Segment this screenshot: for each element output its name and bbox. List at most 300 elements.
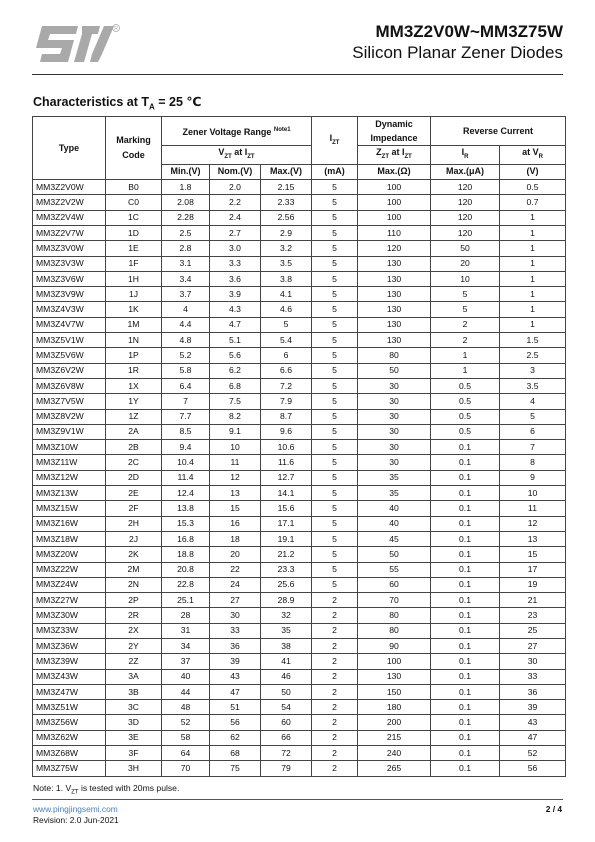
cell-marking-code: 2E — [106, 486, 162, 501]
cell-vz-min: 12.4 — [162, 486, 210, 501]
cell-vz-min: 3.1 — [162, 256, 210, 271]
cell-vz-nom: 56 — [210, 715, 261, 730]
cell-izt: 5 — [312, 241, 358, 256]
cell-type: MM3Z75W — [33, 761, 106, 776]
cell-vz-min: 22.8 — [162, 577, 210, 592]
cell-type: MM3Z51W — [33, 700, 106, 715]
cell-zzt-max: 30 — [358, 409, 431, 424]
cell-zzt-max: 60 — [358, 577, 431, 592]
cell-vz-nom: 11 — [210, 455, 261, 470]
cell-vz-min: 20.8 — [162, 562, 210, 577]
cell-type: MM3Z27W — [33, 593, 106, 608]
cell-vz-min: 70 — [162, 761, 210, 776]
cell-type: MM3Z6V2W — [33, 363, 106, 378]
cell-vz-nom: 2.0 — [210, 180, 261, 195]
cell-marking-code: 3A — [106, 669, 162, 684]
col-header-vzt: $V_{ZT}$ at $I_{ZT}$ — [162, 146, 312, 165]
cell-type: MM3Z68W — [33, 746, 106, 761]
table-body — [33, 180, 566, 777]
cell-vz-nom: 33 — [210, 623, 261, 638]
cell-vz-nom: 51 — [210, 700, 261, 715]
cell-marking-code: 3B — [106, 684, 162, 699]
cell-vz-min: 7 — [162, 394, 210, 409]
cell-izt: 5 — [312, 577, 358, 592]
cell-vr: 13 — [500, 531, 566, 546]
table-row — [33, 302, 566, 317]
cell-vr: 5 — [500, 409, 566, 424]
cell-type: MM3Z30W — [33, 608, 106, 623]
cell-vz-nom: 13 — [210, 486, 261, 501]
footer-divider — [32, 799, 563, 800]
cell-ir-max: 0.1 — [431, 486, 500, 501]
cell-izt: 2 — [312, 761, 358, 776]
cell-vz-max: 6.6 — [261, 363, 312, 378]
cell-vz-min: 34 — [162, 639, 210, 654]
cell-marking-code: 1F — [106, 256, 162, 271]
cell-zzt-max: 30 — [358, 424, 431, 439]
col-header-dynamic-impedance: Dynamic Impedance — [358, 117, 431, 146]
cell-type: MM3Z4V7W — [33, 317, 106, 332]
cell-izt: 2 — [312, 700, 358, 715]
table-row — [33, 669, 566, 684]
cell-vz-max: 23.3 — [261, 562, 312, 577]
cell-izt: 5 — [312, 547, 358, 562]
cell-izt: 5 — [312, 363, 358, 378]
cell-izt: 5 — [312, 455, 358, 470]
table-row — [33, 654, 566, 669]
cell-vz-min: 3.4 — [162, 271, 210, 286]
col-header-ma: (mA) — [312, 164, 358, 179]
cell-zzt-max: 30 — [358, 455, 431, 470]
cell-izt: 5 — [312, 333, 358, 348]
cell-vr: 56 — [500, 761, 566, 776]
cell-vr: 23 — [500, 608, 566, 623]
cell-ir-max: 0.1 — [431, 746, 500, 761]
table-row — [33, 287, 566, 302]
cell-izt: 2 — [312, 654, 358, 669]
cell-vz-nom: 2.2 — [210, 195, 261, 210]
cell-type: MM3Z24W — [33, 577, 106, 592]
cell-type: MM3Z12W — [33, 470, 106, 485]
cell-izt: 5 — [312, 501, 358, 516]
cell-izt: 5 — [312, 531, 358, 546]
cell-vz-min: 7.7 — [162, 409, 210, 424]
cell-izt: 5 — [312, 470, 358, 485]
cell-zzt-max: 130 — [358, 287, 431, 302]
cell-marking-code: 2Y — [106, 639, 162, 654]
cell-izt: 5 — [312, 287, 358, 302]
cell-vz-max: 17.1 — [261, 516, 312, 531]
cell-type: MM3Z62W — [33, 730, 106, 745]
cell-vr: 12 — [500, 516, 566, 531]
cell-vz-min: 2.28 — [162, 210, 210, 225]
cell-type: MM3Z2V0W — [33, 180, 106, 195]
cell-vr: 15 — [500, 547, 566, 562]
cell-zzt-max: 80 — [358, 623, 431, 638]
cell-vz-nom: 4.3 — [210, 302, 261, 317]
cell-vr: 1 — [500, 210, 566, 225]
cell-izt: 5 — [312, 271, 358, 286]
document-header — [352, 22, 563, 63]
cell-zzt-max: 40 — [358, 501, 431, 516]
cell-vz-max: 5 — [261, 317, 312, 332]
cell-marking-code: 2B — [106, 440, 162, 455]
cell-marking-code: 2Z — [106, 654, 162, 669]
cell-ir-max: 0.5 — [431, 409, 500, 424]
cell-marking-code: 3D — [106, 715, 162, 730]
cell-vr: 43 — [500, 715, 566, 730]
cell-zzt-max: 45 — [358, 531, 431, 546]
cell-vr: 3 — [500, 363, 566, 378]
cell-vz-max: 15.6 — [261, 501, 312, 516]
cell-izt: 2 — [312, 593, 358, 608]
cell-marking-code: 2M — [106, 562, 162, 577]
cell-ir-max: 0.1 — [431, 684, 500, 699]
cell-marking-code: 2N — [106, 577, 162, 592]
table-row — [33, 501, 566, 516]
cell-zzt-max: 30 — [358, 394, 431, 409]
cell-vr: 39 — [500, 700, 566, 715]
cell-marking-code: 2C — [106, 455, 162, 470]
cell-marking-code: 1Y — [106, 394, 162, 409]
cell-vr: 4 — [500, 394, 566, 409]
cell-izt: 5 — [312, 562, 358, 577]
cell-vz-min: 13.8 — [162, 501, 210, 516]
footnote: Note: 1. $V_{ZT}$ is tested with 20ms pulse. — [33, 783, 180, 796]
col-header-v: (V) — [500, 164, 566, 179]
cell-ir-max: 10 — [431, 271, 500, 286]
cell-vr: 1.5 — [500, 333, 566, 348]
cell-izt: 5 — [312, 195, 358, 210]
cell-vz-min: 44 — [162, 684, 210, 699]
cell-izt: 5 — [312, 180, 358, 195]
header-divider — [32, 74, 563, 75]
cell-marking-code: 3E — [106, 730, 162, 745]
cell-vz-min: 18.8 — [162, 547, 210, 562]
col-header-zener-range: Zener Voltage Range $^{Note1}$ — [162, 117, 312, 146]
cell-izt: 5 — [312, 302, 358, 317]
cell-marking-code: 1R — [106, 363, 162, 378]
cell-vz-max: 46 — [261, 669, 312, 684]
table-row — [33, 516, 566, 531]
cell-zzt-max: 35 — [358, 470, 431, 485]
cell-zzt-max: 100 — [358, 210, 431, 225]
part-number-title: MM3Z2V0W~MM3Z75W — [375, 22, 563, 41]
cell-zzt-max: 30 — [358, 378, 431, 393]
cell-zzt-max: 35 — [358, 486, 431, 501]
cell-ir-max: 1 — [431, 348, 500, 363]
cell-izt: 5 — [312, 348, 358, 363]
cell-vz-min: 2.5 — [162, 225, 210, 240]
cell-vz-nom: 7.5 — [210, 394, 261, 409]
cell-ir-max: 0.1 — [431, 608, 500, 623]
cell-vz-nom: 3.3 — [210, 256, 261, 271]
cell-vz-max: 14.1 — [261, 486, 312, 501]
cell-vr: 33 — [500, 669, 566, 684]
cell-vz-min: 31 — [162, 623, 210, 638]
cell-izt: 2 — [312, 639, 358, 654]
table-row — [33, 593, 566, 608]
cell-ir-max: 0.1 — [431, 562, 500, 577]
cell-vz-max: 8.7 — [261, 409, 312, 424]
table-row — [33, 730, 566, 745]
cell-vz-min: 4 — [162, 302, 210, 317]
cell-izt: 5 — [312, 378, 358, 393]
cell-marking-code: 1M — [106, 317, 162, 332]
svg-text:R: R — [114, 26, 118, 32]
col-header-type: Type — [33, 117, 106, 180]
cell-vr: 1 — [500, 225, 566, 240]
cell-type: MM3Z13W — [33, 486, 106, 501]
cell-type: MM3Z43W — [33, 669, 106, 684]
cell-vz-max: 10.6 — [261, 440, 312, 455]
table-row — [33, 256, 566, 271]
cell-ir-max: 0.1 — [431, 455, 500, 470]
cell-vr: 27 — [500, 639, 566, 654]
cell-vz-min: 37 — [162, 654, 210, 669]
cell-zzt-max: 265 — [358, 761, 431, 776]
cell-vz-nom: 22 — [210, 562, 261, 577]
table-row — [33, 271, 566, 286]
section-title: Characteristics at $T_A = 25$ ℃ — [33, 95, 202, 112]
cell-vz-nom: 3.6 — [210, 271, 261, 286]
cell-zzt-max: 100 — [358, 180, 431, 195]
table-row — [33, 180, 566, 195]
cell-vz-max: 2.56 — [261, 210, 312, 225]
cell-marking-code: 2D — [106, 470, 162, 485]
cell-vz-nom: 9.1 — [210, 424, 261, 439]
cell-vr: 0.7 — [500, 195, 566, 210]
cell-marking-code: 2J — [106, 531, 162, 546]
cell-izt: 2 — [312, 684, 358, 699]
cell-ir-max: 120 — [431, 225, 500, 240]
cell-marking-code: B0 — [106, 180, 162, 195]
cell-vz-nom: 5.1 — [210, 333, 261, 348]
cell-marking-code: 1H — [106, 271, 162, 286]
cell-type: MM3Z3V0W — [33, 241, 106, 256]
table-row — [33, 317, 566, 332]
cell-vz-nom: 62 — [210, 730, 261, 745]
cell-vz-nom: 2.4 — [210, 210, 261, 225]
website-link[interactable]: www.pingjingsemi.com — [33, 804, 118, 814]
cell-vr: 6 — [500, 424, 566, 439]
table-row — [33, 531, 566, 546]
table-row — [33, 241, 566, 256]
cell-izt: 5 — [312, 424, 358, 439]
cell-type: MM3Z11W — [33, 455, 106, 470]
cell-marking-code: 1Z — [106, 409, 162, 424]
cell-zzt-max: 150 — [358, 684, 431, 699]
cell-vr: 52 — [500, 746, 566, 761]
cell-vr: 8 — [500, 455, 566, 470]
cell-type: MM3Z39W — [33, 654, 106, 669]
cell-vr: 1 — [500, 317, 566, 332]
cell-vz-nom: 6.2 — [210, 363, 261, 378]
table-row — [33, 195, 566, 210]
cell-ir-max: 0.1 — [431, 639, 500, 654]
cell-vz-min: 9.4 — [162, 440, 210, 455]
cell-vr: 1 — [500, 241, 566, 256]
cell-vz-nom: 39 — [210, 654, 261, 669]
cell-zzt-max: 70 — [358, 593, 431, 608]
cell-zzt-max: 130 — [358, 317, 431, 332]
col-header-nom: Nom.(V) — [210, 164, 261, 179]
cell-izt: 5 — [312, 486, 358, 501]
table-row — [33, 378, 566, 393]
cell-ir-max: 20 — [431, 256, 500, 271]
cell-vz-max: 9.6 — [261, 424, 312, 439]
table-row — [33, 424, 566, 439]
cell-ir-max: 50 — [431, 241, 500, 256]
cell-vz-max: 35 — [261, 623, 312, 638]
cell-ir-max: 5 — [431, 302, 500, 317]
cell-vz-max: 7.9 — [261, 394, 312, 409]
cell-type: MM3Z2V2W — [33, 195, 106, 210]
cell-vz-nom: 24 — [210, 577, 261, 592]
cell-vr: 21 — [500, 593, 566, 608]
cell-vz-nom: 4.7 — [210, 317, 261, 332]
cell-vz-max: 3.2 — [261, 241, 312, 256]
cell-vz-nom: 3.0 — [210, 241, 261, 256]
cell-zzt-max: 180 — [358, 700, 431, 715]
cell-ir-max: 0.1 — [431, 700, 500, 715]
cell-vz-nom: 5.6 — [210, 348, 261, 363]
cell-type: MM3Z18W — [33, 531, 106, 546]
table-row — [33, 562, 566, 577]
col-header-izt: $I_{ZT}$ — [312, 117, 358, 165]
cell-vz-min: 48 — [162, 700, 210, 715]
cell-vz-max: 12.7 — [261, 470, 312, 485]
cell-vz-max: 38 — [261, 639, 312, 654]
cell-vz-nom: 68 — [210, 746, 261, 761]
cell-vz-min: 2.8 — [162, 241, 210, 256]
table-row — [33, 348, 566, 363]
cell-marking-code: 3F — [106, 746, 162, 761]
cell-ir-max: 0.1 — [431, 516, 500, 531]
cell-vz-nom: 6.8 — [210, 378, 261, 393]
cell-vz-nom: 75 — [210, 761, 261, 776]
cell-vz-max: 66 — [261, 730, 312, 745]
cell-vr: 0.5 — [500, 180, 566, 195]
cell-vz-max: 2.9 — [261, 225, 312, 240]
cell-vz-max: 79 — [261, 761, 312, 776]
cell-vz-min: 16.8 — [162, 531, 210, 546]
cell-marking-code: 2F — [106, 501, 162, 516]
cell-ir-max: 120 — [431, 180, 500, 195]
cell-zzt-max: 130 — [358, 256, 431, 271]
cell-type: MM3Z3V6W — [33, 271, 106, 286]
cell-vz-min: 10.4 — [162, 455, 210, 470]
cell-marking-code: 3C — [106, 700, 162, 715]
cell-zzt-max: 130 — [358, 669, 431, 684]
cell-marking-code: 1D — [106, 225, 162, 240]
cell-vr: 1 — [500, 287, 566, 302]
cell-zzt-max: 100 — [358, 195, 431, 210]
cell-type: MM3Z4V3W — [33, 302, 106, 317]
cell-zzt-max: 130 — [358, 271, 431, 286]
cell-vz-nom: 12 — [210, 470, 261, 485]
cell-zzt-max: 130 — [358, 302, 431, 317]
cell-vz-nom: 8.2 — [210, 409, 261, 424]
cell-ir-max: 0.1 — [431, 470, 500, 485]
cell-vz-nom: 27 — [210, 593, 261, 608]
cell-izt: 5 — [312, 409, 358, 424]
cell-zzt-max: 80 — [358, 348, 431, 363]
cell-ir-max: 2 — [431, 333, 500, 348]
revision-info: Revision: 2.0 Jun-2021 — [33, 815, 119, 825]
cell-izt: 2 — [312, 608, 358, 623]
table-row — [33, 761, 566, 776]
cell-ir-max: 0.1 — [431, 531, 500, 546]
cell-zzt-max: 240 — [358, 746, 431, 761]
col-header-max-ohm: Max.(Ω) — [358, 164, 431, 179]
cell-marking-code: 2P — [106, 593, 162, 608]
table-row — [33, 486, 566, 501]
cell-ir-max: 0.1 — [431, 440, 500, 455]
table-row — [33, 746, 566, 761]
cell-type: MM3Z7V5W — [33, 394, 106, 409]
cell-izt: 5 — [312, 394, 358, 409]
cell-izt: 2 — [312, 623, 358, 638]
characteristics-table — [32, 116, 566, 777]
cell-marking-code: 1N — [106, 333, 162, 348]
cell-marking-code: 2H — [106, 516, 162, 531]
cell-zzt-max: 80 — [358, 608, 431, 623]
cell-ir-max: 120 — [431, 210, 500, 225]
table-row — [33, 684, 566, 699]
cell-type: MM3Z2V7W — [33, 225, 106, 240]
cell-vz-max: 4.1 — [261, 287, 312, 302]
cell-izt: 5 — [312, 210, 358, 225]
cell-vz-nom: 10 — [210, 440, 261, 455]
cell-marking-code: 2X — [106, 623, 162, 638]
cell-vz-min: 6.4 — [162, 378, 210, 393]
cell-vz-max: 19.1 — [261, 531, 312, 546]
cell-vr: 47 — [500, 730, 566, 745]
cell-zzt-max: 100 — [358, 654, 431, 669]
table-row — [33, 608, 566, 623]
cell-vz-nom: 3.9 — [210, 287, 261, 302]
cell-zzt-max: 120 — [358, 241, 431, 256]
cell-vz-nom: 30 — [210, 608, 261, 623]
cell-izt: 2 — [312, 715, 358, 730]
cell-vz-min: 1.8 — [162, 180, 210, 195]
company-logo — [34, 22, 120, 66]
cell-izt: 2 — [312, 746, 358, 761]
cell-ir-max: 0.1 — [431, 730, 500, 745]
table-row — [33, 577, 566, 592]
cell-vz-nom: 15 — [210, 501, 261, 516]
cell-ir-max: 120 — [431, 195, 500, 210]
cell-ir-max: 1 — [431, 363, 500, 378]
cell-marking-code: 1E — [106, 241, 162, 256]
cell-vz-max: 3.5 — [261, 256, 312, 271]
cell-ir-max: 0.1 — [431, 547, 500, 562]
cell-vz-min: 8.5 — [162, 424, 210, 439]
col-header-max-ua: Max.(μA) — [431, 164, 500, 179]
cell-zzt-max: 130 — [358, 333, 431, 348]
cell-type: MM3Z5V1W — [33, 333, 106, 348]
table-row — [33, 363, 566, 378]
table-row — [33, 210, 566, 225]
table-row — [33, 623, 566, 638]
cell-ir-max: 0.1 — [431, 669, 500, 684]
cell-marking-code: 2A — [106, 424, 162, 439]
document-subtitle: Silicon Planar Zener Diodes — [352, 43, 563, 62]
page-number: 2 / 4 — [545, 804, 562, 814]
cell-izt: 5 — [312, 256, 358, 271]
cell-zzt-max: 50 — [358, 547, 431, 562]
